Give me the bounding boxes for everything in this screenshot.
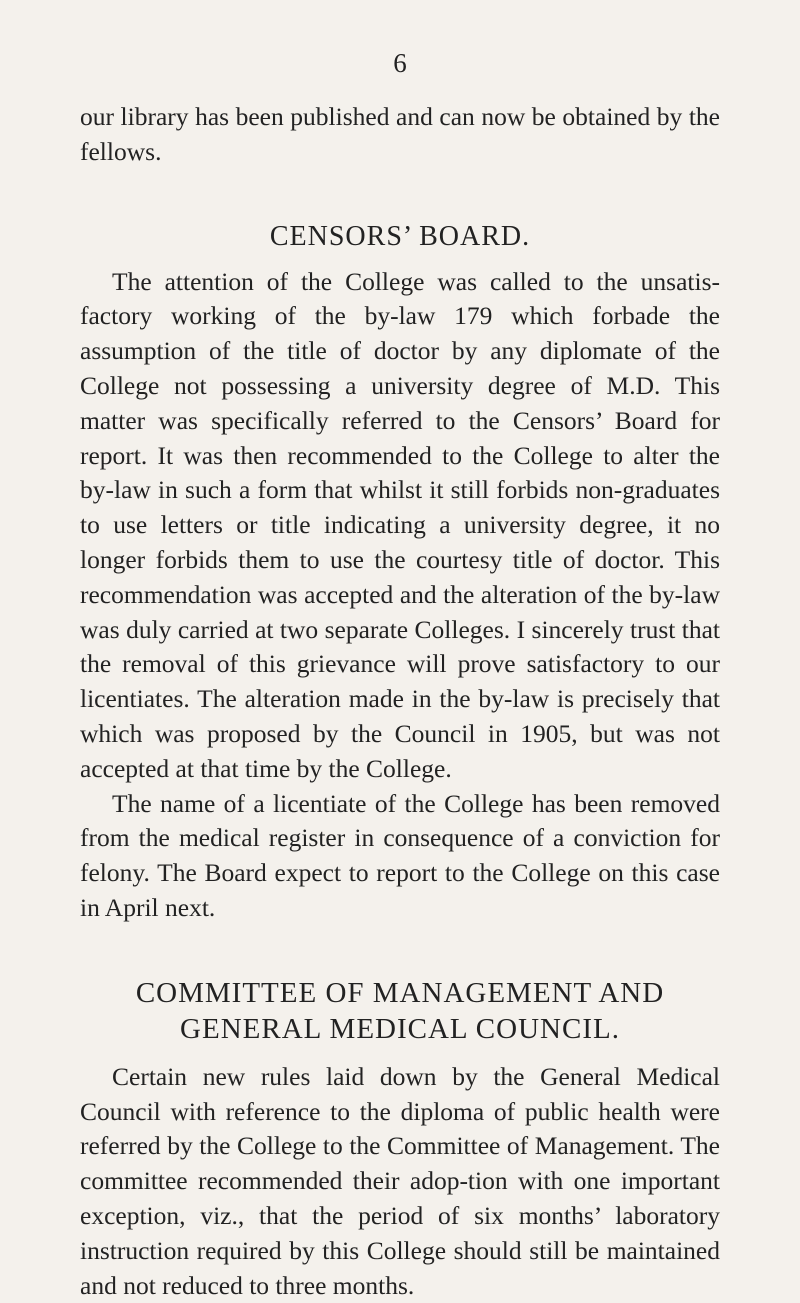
censors-board-paragraph-1: The attention of the College was called to the unsatis-factory working of the by-law 179 which forbade the assumption of the title of doctor by any diplomate of the College not possessing a university degree of M.D. This matter was specifically referred to the Censors’ Board for report. It was then recommended to the College to alter the by-law in such a form that whilst it still forbids non-graduates to use letters or title indicating a university degree, it no longer forbids them to use the courtesy title of doctor. This recommendation was accepted and the alteration of the by-law was duly carried at two separate Colleges. I sincerely trust that the removal of this grievance will prove satisfactory to our licentiates. The alteration made in the by-law is precisely that which was proposed by the Council in 1905, but was not accepted at that time by the College.	[80, 266, 720, 783]
committee-heading	[80, 975, 720, 1047]
censors-board-paragraph-2: The name of a licentiate of the College has been removed from the medical register in consequence of a conviction for felony. The Board expect to report to the College on this case in April next.	[80, 788, 720, 922]
page-number: 6	[393, 48, 407, 78]
intro-paragraph: our library has been published and can now be obtained by the fellows.	[80, 102, 720, 166]
committee-heading-line-1: COMMITTEE OF MANAGEMENT AND	[135, 976, 665, 1009]
committee-paragraph-1: Certain new rules laid down by the General Medical Council with reference to the diploma of public health were referred by the College to the Committee of Management. The committee recommended their adop-tion with one important exception, viz., that the period of six months’ laboratory instruction required by this College should still be maintained and not reduced to three months.	[80, 1061, 720, 1300]
page-content	[80, 100, 720, 1303]
committee-heading-line-2: GENERAL MEDICAL COUNCIL.	[180, 1012, 620, 1045]
censors-board-heading: CENSORS’ BOARD.	[269, 220, 531, 252]
